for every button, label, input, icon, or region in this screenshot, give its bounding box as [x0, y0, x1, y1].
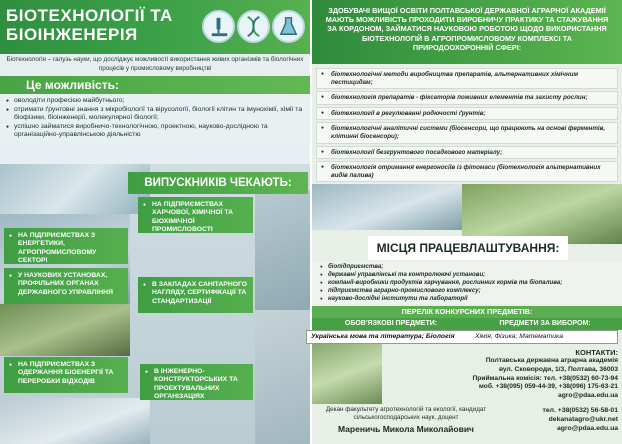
- list-item: ● компанії-виробники продуктів харчування, рослинних кормів та біопалива;: [320, 279, 614, 287]
- employment-list: [312, 262, 622, 304]
- lab-photo: [255, 190, 310, 310]
- graduate-option: ● НА ПІДПРИЄМСТВАХ З ЕНЕРГЕТИКИ, АГРОПРОМИСЛОВОМУ СЕКТОРІ: [4, 228, 128, 264]
- list-item: ● біотехнологічні методи виробництва препаратів, альтернативних хімічним пестицидам;: [316, 68, 618, 89]
- list-item: ● отримати ґрунтовні знання з мікробіології та вірусології, біології клітин та імунохімії, хімії та біофізики, біоінженерії, молекулярної біології;: [6, 106, 304, 123]
- list-item: ● успішно займатися виробничо-технологічною, проектною, науково-дослідною та організаційно-управлінською діяльністю: [6, 123, 304, 140]
- microscope-icon: [202, 10, 235, 43]
- contact-line: вул. Сковороди, 1/3, Полтава, 36003: [498, 365, 618, 373]
- contact-line: Полтавська державна аграрна академія: [485, 357, 618, 364]
- lab-photo: [255, 310, 310, 444]
- right-intro: ЗДОБУВАЧІ ВИЩОЇ ОСВІТИ ПОЛТАВСЬКОЇ ДЕРЖАВНОЇ АГРАРНОЇ АКАДЕМІЇ МАЮТЬ МОЖЛИВІСТЬ ПРОХОДИТИ ВИРОБНИЧУ ПРАКТИКУ ТА СТАЖУВАННЯ ЗА КОРДОНОМ, ЗАЙМАТИСЯ НАУКОВОЮ РОБОТОЮ ЩОДО ВИКОРИСТАННЯ БІОТЕХНОЛОГІЙ В АГРОПРОМИСЛОВОМУ КОМПЛЕКСІ ТА ПРИРОДООХОРОННІЙ СФЕРІ:: [312, 0, 622, 64]
- subjects-values: [306, 330, 618, 344]
- contact-email[interactable]: dekanatagro@ukr.net: [548, 416, 618, 423]
- page-title: БІОТЕХНОЛОГІЇ ТА БІОІНЖЕНЕРІЯ: [6, 6, 173, 44]
- list-item: ● біопідприємства;: [320, 263, 614, 271]
- graduate-option: ● НА ПІДПРИЄМСТВАХ ХАРЧОВОЇ, ХІМІЧНОЇ ТА БІОХІМІЧНОЇ ПРОМИСЛОВОСТІ: [138, 197, 253, 233]
- contacts-heading: КОНТАКТИ:: [575, 348, 618, 357]
- list-item: ● науково-дослідні інститути та лабораторії: [320, 295, 614, 303]
- graduate-option: ● У НАУКОВИХ УСТАНОВАХ, ПРОФІЛЬНИХ ОРГАНАХ ДЕРЖАВНОГО УПРАВЛІННЯ: [4, 268, 128, 304]
- cando-heading: Це можливість:: [0, 76, 310, 94]
- contact-email[interactable]: agro@pdaa.edu.ua: [556, 425, 618, 432]
- left-panel: [0, 0, 310, 444]
- list-item: ● біотехнологічні аналітичні системи (біосенсори, що працюють на основі ферментів, клітинні біосенсори);: [316, 122, 618, 143]
- dean-contacts: [498, 406, 618, 433]
- subjects-heading: ПЕРЕЛІК КОНКУРСНИХ ПРЕДМЕТІВ:: [312, 306, 622, 318]
- employment-heading: МІСЦЯ ПРАЦЕВЛАШТУВАННЯ:: [368, 236, 568, 260]
- plant-photo: [462, 184, 622, 244]
- cando-list: [0, 94, 310, 164]
- science-icons: [202, 8, 306, 48]
- list-item: ● державні управлінські та контролюючі установи;: [320, 271, 614, 279]
- contact-line: Приймальна комісія: тел. +38(0532) 60-73-94: [472, 374, 618, 382]
- contact-line: тел. +38(0532) 56-58-01: [542, 407, 618, 414]
- subjects-columns: [312, 318, 622, 330]
- intro-text: Біотехнологія – галузь науки, що досліджує можливості використання живих організмів та біологічних процесів у промисловому виробництві: [0, 54, 310, 76]
- elective-subjects-label: ПРЕДМЕТИ ЗА ВИБОРОМ:: [499, 320, 591, 327]
- contacts-block: [384, 357, 618, 401]
- contact-email[interactable]: agro@pdaa.edu.ua: [557, 392, 618, 400]
- flask-icon: [272, 10, 305, 43]
- required-subjects-label: ОБОВ'ЯЗКОВІ ПРЕДМЕТИ:: [344, 320, 438, 327]
- list-item: ● біотехнологія отримання енергоносіїв із фітомаси (біотехнологія альтернативних видів палива): [316, 161, 618, 182]
- dean-role: Декан факультету агротехнологій та екології, кандидат сільськогосподарських наук, доцент: [325, 406, 487, 421]
- dna-icon: [237, 10, 270, 43]
- list-item: ● підприємства аграрно-промислового комплексу;: [320, 287, 614, 295]
- list-item: ● біотехнології безгрунтового посадкового матеріалу;: [316, 146, 618, 160]
- list-item: ● біотехнологія препаратів - фіксаторів поживних елементів та захисту рослин;: [316, 91, 618, 105]
- left-header: [0, 0, 310, 54]
- dean-block: [316, 406, 496, 436]
- list-item: ● біотехнології в регулюванні родючості ґрунтів;: [316, 107, 618, 121]
- graduate-option: ● В ІНЖЕНЕРНО-КОНСТРУКТОРСЬКИХ ТА ПРОЕКТУВАЛЬНИХ ОРГАНІЗАЦІЯХ: [140, 364, 253, 400]
- graduate-option: ● НА ПІДПРИЄМСТВАХ З ОДЕРЖАННЯ БІОЕНЕРГІЇ ТА ПЕРЕРОБКИ ВІДХОДІВ: [4, 357, 128, 393]
- required-subjects: Українська мова та література; Біологія: [311, 333, 455, 340]
- list-item: ● оволодіти професією майбутнього;: [6, 97, 304, 106]
- research-list: [316, 68, 618, 184]
- graduates-heading: ВИПУСКНИКІВ ЧЕКАЮТЬ:: [128, 172, 308, 194]
- dean-name: Мареничь Микола Миколайович: [338, 423, 474, 434]
- graduate-option: ● В ЗАКЛАДАХ САНІТАРНОГО НАГЛЯДУ, СЕРТИФІКАЦІЇ ТА СТАНДАРТИЗАЦІЇ: [138, 277, 253, 313]
- contact-line: моб. +38(095) 059-44-39, +38(096) 175-63-21: [478, 383, 618, 391]
- plant-photo: [0, 304, 130, 356]
- right-panel: [312, 0, 622, 444]
- plant-photo: [312, 344, 382, 404]
- elective-subjects: Хімія; Фізика; Математика: [475, 333, 563, 340]
- lab-photo: [312, 184, 462, 230]
- lab-photo: [0, 398, 150, 444]
